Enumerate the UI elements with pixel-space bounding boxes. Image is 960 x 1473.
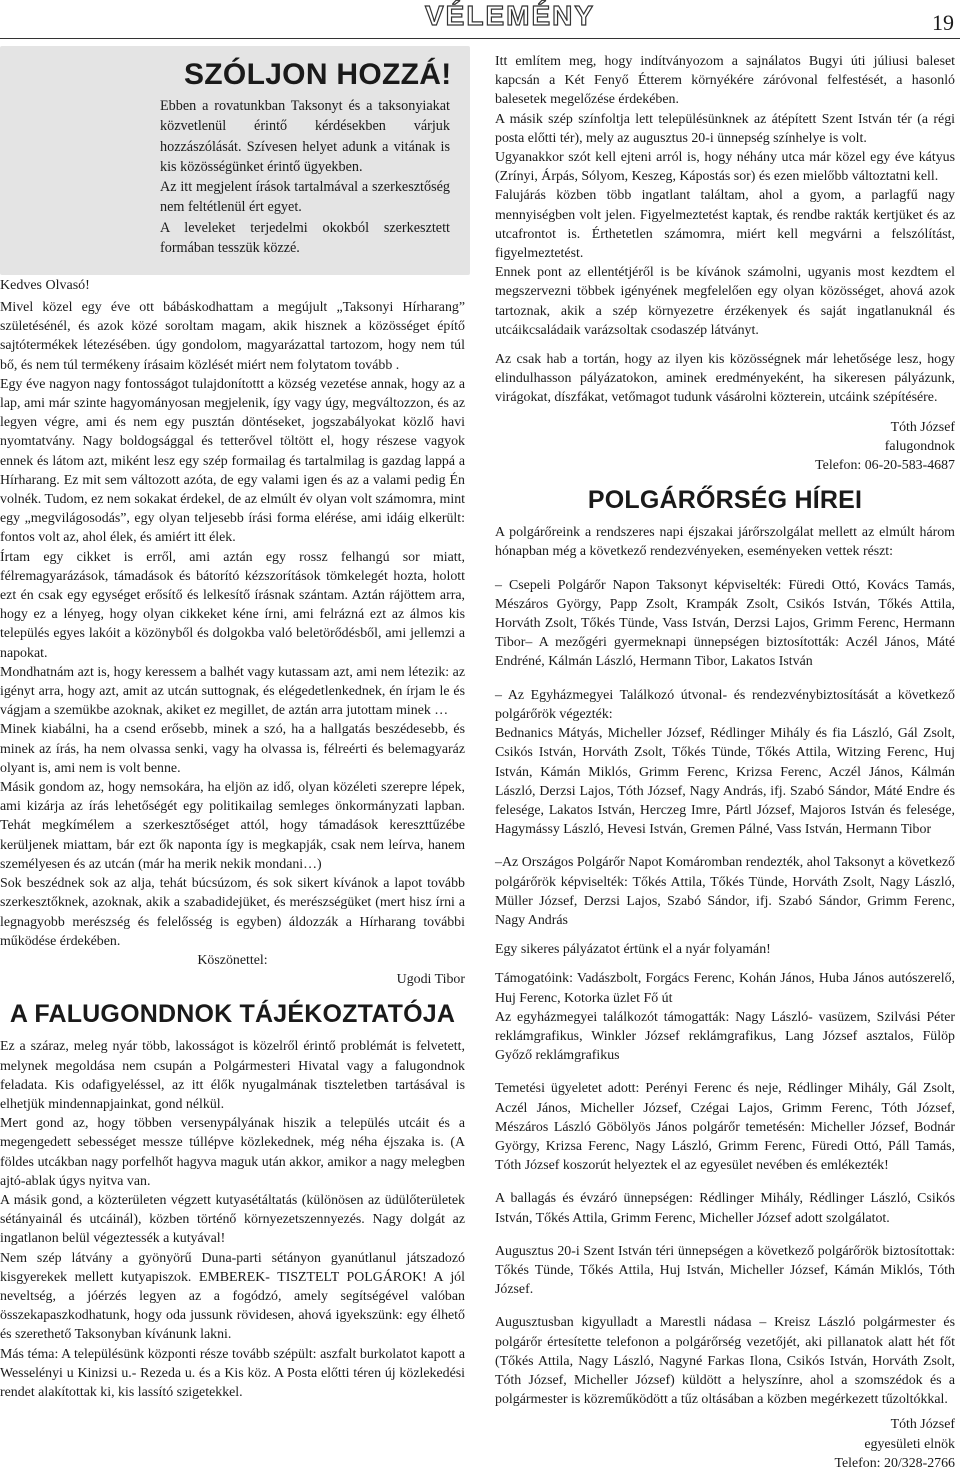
- polgarorseg-item: –Az Országos Polgárőr Napot Komáromban rendezték, ahol Taksonyt a következő polgárőrök képviselték: Tőkés Attila, Tőkés Tünde, Horváth Zsolt, Nagy László, Müller József, Derzsi Lajos, Szabó Sándor, ifj. Szabó Sándor, Grimm Ferenc, Nagy András: [495, 855, 955, 928]
- call-box-text: Az itt megjelent írások tartalmával a szerkesztőség nem feltétlenül ért egyet.: [160, 179, 450, 216]
- letter-paragraph: Minek kiabálni, ha a csend erősebb, minek a szó, ha a hallgatás beszédesebb, és minek az írás, ha nem olvassa senki, vagy ha olvassa is, félreérti és belemagyaráz olyant is, ami nem is volt benne.: [0, 722, 465, 776]
- falugondnok-paragraph: Az csak hab a tortán, hogy az ilyen kis közösségnek már lehetősége lesz, hogy elindulhasson pályázatokon, aminek eredményeként, ha sikeresen pályázunk, virágokat, díszfákat, vetőmagot tudunk vásárolni közterein, utcáink szépítésére.: [495, 352, 955, 406]
- falugondnok-paragraph: Más téma: A településünk központi része tovább szépült: aszfalt burkolatot kapott a Wesselényi u Kinizsi u.- Rezeda u. és a Kis köz. A Posta előtti téren új közlekedési rendet alakítottak ki, kis lassító szigetekkel.: [0, 1346, 465, 1400]
- polgarorseg-item: Bednanics Mátyás, Micheller József, Rédlinger Mihály és fia László, Gál Zsolt, Csikós István, Horváth Zsolt, Tőkés Tünde, Tőkés Attila, Witzing Ferenc, Huj István, Kámán Miklós, Grimm Ferenc, Krizsa Ferenc, Aczél János, Kálmán László, Derzsi Lajos, Tóth József, Nagy András, ifj. Szabó Sándor, Máté Endre és felesége, Lakatos István, Herczeg Imre, Pártl József, Majoros István és felesége, Hagymássy László, Hevesi István, Gremen Pálné, Vass István, Hermann Tibor: [495, 726, 955, 838]
- section-title: VÉLEMÉNY: [425, 0, 596, 31]
- falugondnok-paragraph: Mert gond az, hogy többen versenypályának hiszik a település utcáit és a megengedett sebességet messze túllépve közlekednek, még néha éjszaka is. (A földes utcákban nagy porfelhőt hagyva maguk után akkor, amikor a nagy melegben ajtó-ablak úgys nyitva van.: [0, 1116, 465, 1189]
- left-column: [0, 46, 465, 1402]
- letter-paragraph: Másik gondom az, hogy nemsokára, ha eljön az idő, olyan közéleti szerepre lépek, ami kizárja az írás lehetőségét egy politikailag semleges önkormányzati lapban. Tehát megkímélem a szerkesztőséget attól, hogy támadások kereszttűzébe kerüljenek miattam, bár ezt ők naponta így is megkapják, csak nem leírva, hanem személyesen és az utcán (már ha merik nekik mondani…): [0, 780, 465, 872]
- falugondnok-paragraph: Falujárás közben több ingatlant találtam, ahol a gyom, a parlagfű nagy mennyiségben volt jelen. Figyelmeztetést kaptak, és rendbe rakták kertjüket és az utcafrontot is. Érthetetlen számomra, miért kell megvárni a felszólítást, figyelmeztetést.: [495, 188, 955, 262]
- letter-paragraph: Sok beszédnek sok az alja, tehát búcsúzom, és sok sikert kívánok a lapot tovább szerkesztőknek, azoknak, akik a szabadidejüket, és merészségüket (mert hisz írni a legnagyobb merészség és felelősség is egyben) áldozzák a Hírharang további működése érdekében.: [0, 876, 465, 949]
- polgarorseg-intro: A polgárőreink a rendszeres napi éjszakai járőrszolgálat mellett az elmúlt három hónapban még a következő rendezvényeken, eseményeken vettek részt:: [495, 525, 955, 560]
- call-box: [0, 46, 470, 275]
- page-header: [0, 0, 960, 40]
- polgarorseg-sig-role: egyesületi elnök: [864, 1436, 955, 1452]
- polgarorseg-sig-name: Tóth József: [890, 1417, 955, 1433]
- call-box-text: Ebben a rovatunkban Taksonyt és a taksonyiakat közvetlenül érintő kérdésekben várjuk hozzászólását. Szívesen helyet adunk a vitának is kis közösségünket érintő ügyekben.: [160, 98, 450, 175]
- letter-paragraph: Mondhatnám azt is, hogy keressem a balhét vagy kutassam azt, ami nem létezik: az igényt arra, hogy azt, amit az utcán suttognak, és elégedetlenkednek, én írjam le és vágjam a szemükbe azoknak, akiket ez megillet, de aztán arra jutottam minek …: [0, 664, 465, 719]
- polgarorseg-supporters: Támogatóink: Vadászbolt, Forgács Ferenc, Kohán János, Huba János autószerelő, Huj Ferenc, Kotorka üzlet Fő út: [495, 971, 955, 1006]
- letter-thanks: Köszönettel:: [197, 952, 268, 968]
- falugondnok-sig-role: falugondnok: [884, 438, 955, 454]
- falugondnok-paragraph: A másik gond, a közterületen végzett kutyasétáltatás (különösen az üdülőterületek sétányainál és utcáinál), közben történő környezetszennyezés. Nagy dolgát az ingatlanon belül végeztessék a kutyával!: [0, 1192, 465, 1247]
- falugondnok-paragraph: Ez a száraz, meleg nyár több, lakosságot is közelről érintő problémát is felvetett, melynek megoldása nem csupán a Polgármesteri Hivatal vagy a falugondnok feladata. Kis odafigyeléssel, az itt élők nyugalmának tiszteletben tartásával is elhetjük mindennapjainkat, gond nélkül.: [0, 1039, 465, 1112]
- call-box-wrapper: [0, 46, 465, 293]
- polgarorseg-aug20: Augusztus 20-i Szent István téri ünnepségen a következő polgárőrök biztosítottak: Tőkés Tünde, Tőkés Attila, Huj István, Micheller József, Kámán Miklós, Tóth József.: [495, 1243, 955, 1298]
- call-box-title: SZÓLJON HOZZÁ!: [184, 58, 452, 91]
- page-number: 19: [932, 10, 954, 35]
- falugondnok-paragraph: A másik szép színfoltja lett településünknek az átépített Szent István tér (a régi posta előtti tér), mely az augusztus 20-i ünnepség színhelye is volt.: [495, 111, 955, 146]
- letter-signature: Ugodi Tibor: [396, 972, 465, 988]
- polgarorseg-item: – Az Egyházmegyei Találkozó útvonal- és rendezvénybiztosítását a következő polgárőrök végezték:: [495, 687, 955, 722]
- header-rule: [0, 38, 960, 39]
- falugondnok-sig-name: Tóth József: [890, 419, 955, 435]
- polgarorseg-fire: Augusztusban kigyulladt a Marestli nádasa – Kreisz László polgármester és polgárőr értesítette telefonon a polgárőrség vezetőjét, aki pillanatok alatt hét főt (Tőkés Attila, Nagy László, Nagyné Farkas Ilona, Csikós István, Horváth Zsolt, Tóth József, Micheller József) küldött a helyszínre, ahol a szomszédok és a polgármester is közreműködött a tűz oltásában a közben megérkezett tűzoltókkal.: [495, 1315, 955, 1408]
- letter-paragraph: Egy éve nagyon nagy fontosságot tulajdonítottt a község vezetése annak, hogy az a lap, ami már szinte hagyományosan megjelenik, így vagy úgy, megváltozzon, és az legyen végre, ami és nem egy pusztán döntéseket, jogszabályokat közlő havi nyomtatvány. Nagy boldogsággal és tetterővel töltött el, hogy részese vagyok ennek és látom azt, miként lesz egy szép formailag és tartalmilag is gazdag lappá a Hírharang. Ez mit sem változott azóta, de egy valami igen és az a valami pedig Én volnék. Tudom, ez nem sokakat érdekel, de az elmúlt év olyan volt számomra, mint egy „megvilágosodás”, egy olyan teljesebb írási forma elérése, ami idáig elkerült: fontos volt az, ahol élek, és amiért itt élek.: [0, 376, 465, 546]
- call-box-body: [160, 96, 450, 258]
- polgarorseg-title: POLGÁRŐRSÉG HÍREI: [587, 486, 863, 515]
- falugondnok-paragraph: Ugyanakkor szót kell ejteni arról is, hogy néhány utca már közel egy éve kátyus (Zrínyi, Árpás, Sólyom, Keszeg, Kápostás sor) és ezen mielőbb változtatni kell.: [495, 150, 955, 185]
- polgarorseg-funeral: Temetési ügyeletet adott: Perényi Ferenc és neje, Rédlinger Mihály, Gál Zsolt, Aczél János, Micheller József, Czégai Lajos, Grimm Ferenc, Tóth József, Mészáros László Göbölyös János polgárőr temetésén: Micheller József, Bodnár György, Krizsa Ferenc, Nagy László, Grimm Ferenc, Füredi Ottó, Páll Tamás, Tóth József koszorút helyeztek el az egyesület nevében és emlékezték!: [495, 1081, 955, 1174]
- letter-paragraph: Mivel közel egy éve ott bábáskodhattam a megújult „Taksonyi Hírharang” születésénél, és azok közé soroltam magam, akik hisznek a közösséget építő sajtótermékek létezésében. úgy gondolom, magyarázattal tartozom, hogy nem túl bő, és nem túl termékeny írásaim közlését miért nem folytatom tovább .: [0, 300, 465, 373]
- polgarorseg-ballagas: A ballagás és évzáró ünnepségen: Rédlinger Mihály, Rédlinger László, Csikós István, Tőkés Attila, Grimm Ferenc, Micheller József adott szolgálatot.: [495, 1191, 955, 1226]
- falugondnok-paragraph: Itt említem meg, hogy indítványozom a sajnálatos Bugyi úti júliusi baleset kapcsán a Két Fenyő Étterem környékére záróvonal felfestését, a hasonló balesetek megelőzése érdekében.: [495, 54, 955, 108]
- right-column: [495, 52, 955, 1473]
- falugondnok-paragraph: Ennek pont az ellentétjéről is be kívánok számolni, ugyanis most kezdtem el megszervezni többek igényének megfelelően egy olyan közösséget, ahová azok tartoznak, akik a szép környezetre érzékenyek és saját ingatlanuknál és utcáikcsaládaik varázsoltak csodaszép látványt.: [495, 265, 955, 338]
- polgarorseg-wish: Egy sikeres pályázatot értünk el a nyár folyamán!: [495, 942, 771, 958]
- call-box-text: A leveleket terjedelmi okokból szerkesztett formában tesszük közzé.: [160, 219, 450, 257]
- falugondnok-title: A FALUGONDNOK TÁJÉKOZTATÓJA: [9, 1000, 456, 1029]
- falugondnok-paragraph: Nem szép látvány a gyönyörű Duna-parti sétányon gyanútlanul játszadozó kisgyerekek mellett kutyapiszok. EMBEREK- TISZTELT POLGÁROK! A jól neveltség, a jóérzés legyen az a fogódzó, amely segítségével valóban összekapaszkodhatunk, hogy oda jussunk rövidesen, ahová igyekszünk: egy élhető és szerethető Taksonyban kívánunk lakni.: [0, 1250, 465, 1343]
- polgarorseg-sig-phone: Telefon: 20/328-2766: [834, 1455, 955, 1471]
- letter-paragraph: Írtam egy cikket is erről, ami aztán egy rossz felhangú sor miatt, félremagyarázások, támadások és bátorító kézszorítások tömkelegét hozta, holott ezt én csak egy egységet erősítő és lelkesítő írásnak szántam. Aztán rájöttem arra, hogy ez a lényeg, hogy olyan cikkeket kéne írni, ami felrázná ezt az álmos kis település egyes lakóit a közönyből és dolgokba való beletörődésből, ami jellemzi a napokat.: [0, 549, 465, 661]
- falugondnok-sig-phone: Telefon: 06-20-583-4687: [815, 458, 955, 474]
- polgarorseg-item: – Csepeli Polgárőr Napon Taksonyt képviselték: Füredi Ottó, Kovács Tamás, Mészáros György, Papp Zsolt, Krampák Zsolt, Csikós István, Tőkés Attila, Horváth Zsolt, Tőkés Tünde, Vass István, Derzsi Lajos, Grimm Ferenc, Hermann Tibor– A mezőgéri gyermeknapi ünnepségen biztosították: Aczél János, Máté Endréné, Kálmán László, Hermann Tibor, Lakatos István: [495, 577, 955, 670]
- letter-greeting: Kedves Olvasó!: [0, 278, 90, 293]
- polgarorseg-supporters: Az egyházmegyei találkozót támogatták: Nagy László- vasüzem, Szilvási Péter reklámgrafikus, Winkler József reklámgrafikus, Lang József asztalos, Fülöp Győző reklámgrafikus: [495, 1009, 955, 1064]
